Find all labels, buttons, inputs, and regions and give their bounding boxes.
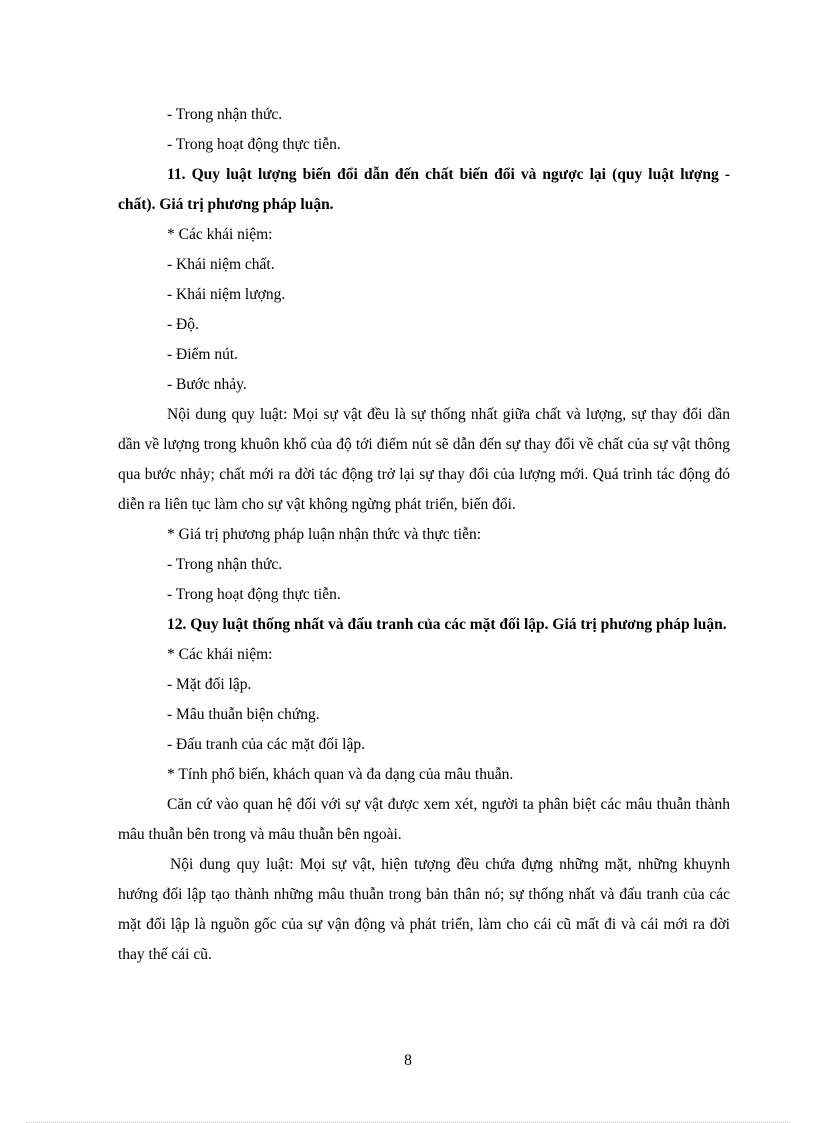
list-item: - Khái niệm chất.	[167, 256, 275, 273]
subheading: * Các khái niệm:	[167, 646, 273, 663]
list-item: - Điểm nút.	[167, 346, 239, 363]
subheading: * Tính phổ biến, khách quan và đa dạng của mâu thuẫn.	[167, 766, 514, 783]
body-paragraph: Nội dung quy luật: Mọi sự vật, hiện tượng đều chứa đựng những mặt, những khuynh hướng đối lập tạo thành những mâu thuẫn trong bản thân nó; sự thống nhất và đấu tranh của các mặt đối lập là nguồn gốc của sự vận động và phát triển, làm cho cái cũ mất đi và cái mới ra đời thay thế cái cũ.	[118, 856, 730, 963]
section-heading-11: 11. Quy luật lượng biến đổi dẫn đến chất biến đổi và ngược lại (quy luật lượng - chất). Giá trị phương pháp luận.	[118, 166, 730, 213]
body-paragraph: Căn cứ vào quan hệ đối với sự vật được xem xét, người ta phân biệt các mâu thuẫn thành mâu thuẫn bên trong và mâu thuẫn bên ngoài.	[118, 796, 730, 843]
list-item: - Trong nhận thức.	[167, 556, 283, 573]
list-item: - Trong hoạt động thực tiễn.	[167, 136, 341, 153]
list-item: - Khái niệm lượng.	[167, 286, 286, 303]
section-heading-12: 12. Quy luật thống nhất và đấu tranh của các mặt đối lập. Giá trị phương pháp luận.	[167, 616, 727, 633]
subheading: * Các khái niệm:	[167, 226, 273, 243]
list-item: - Độ.	[167, 316, 199, 333]
list-item: - Mâu thuẫn biện chứng.	[167, 706, 320, 723]
body-paragraph: Nội dung quy luật: Mọi sự vật đều là sự thống nhất giữa chất và lượng, sự thay đổi dần dần về lượng trong khuôn khổ của độ tới điểm nút sẽ dẫn đến sự thay đổi về chất của sự vật thông qua bước nhảy; chất mới ra đời tác động trở lại sự thay đổi của lượng mới. Quá trình tác động đó diễn ra liên tục làm cho sự vật không ngừng phát triển, biến đổi.	[118, 406, 730, 513]
list-item: - Bước nhảy.	[167, 376, 247, 393]
page-number: 8	[404, 1052, 412, 1069]
list-item: - Đấu tranh của các mặt đối lập.	[167, 736, 365, 753]
page-body	[118, 100, 730, 970]
list-item: - Trong hoạt động thực tiễn.	[167, 586, 341, 603]
subheading: * Giá trị phương pháp luận nhận thức và thực tiễn:	[167, 526, 482, 543]
list-item: - Mặt đối lập.	[167, 676, 252, 693]
list-item: - Trong nhận thức.	[167, 106, 283, 123]
